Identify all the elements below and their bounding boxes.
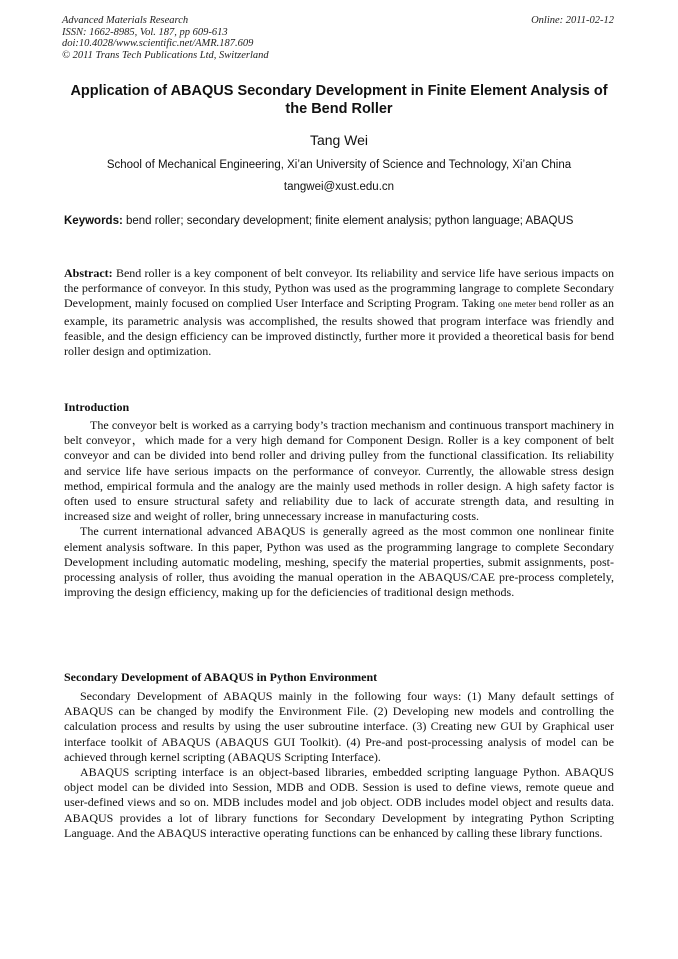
introduction-paragraph-1: The conveyor belt is worked as a carrying body’s traction mechanism and continuous transport machinery in belt conveyor，which made for a very high demand for Component Design. Roller is a key component of belt conveyor and can be divided into bend roller and driving pulley from the functional classification. Its reliability and service life have serious impacts on the performance of conveyor. Currently, the allowable stress design method, empirical formula and the analogy are the mainly used methods in roller design. A high safety factor is often used to ensure structural safety and reliability due to lack of accurate strength data, and resulting in increased size and weight of roller, bring unnecessary increase in manufacturing costs. (64, 418, 614, 524)
secondary-development-heading: Secondary Development of ABAQUS in Python Environment (64, 670, 378, 684)
author-affiliation: School of Mechanical Engineering, Xi’an University of Science and Technology, Xi’an China (106, 159, 572, 171)
introduction-paragraph-2: The current international advanced ABAQUS is generally agreed as the most common one nonlinear finite element analysis software. In this paper, Python was used as the programming langrage to complete Secondary Development including automatic modeling, meshing, specify the material properties, submit assignments, post-processing analysis of roller, thus avoiding the manual operation in the ABAQUS/CAE pre-process completely, improving the design efficiency, making up for the deficiencies of traditional design methods. (64, 524, 614, 600)
issn-line: ISSN: 1662-8985, Vol. 187, pp 609-613 (62, 26, 228, 38)
journal-metadata (62, 15, 269, 61)
abstract-text-small: one meter bend (498, 300, 558, 311)
abstract-text-a: Bend roller is a key component of belt conveyor. Its reliability and service life have serious impacts on the performance of conveyor. In this study, Python was used as the programming langrage to complete Secondary Development, mainly focused on complied User Interface and Scripting Program. Taking (64, 266, 614, 311)
journal-name: Advanced Materials Research (62, 15, 189, 26)
keywords-label: Keywords: (64, 215, 123, 227)
copyright-line: © 2011 Trans Tech Publications Ltd, Switzerland (62, 49, 269, 61)
introduction-heading: Introduction (64, 400, 130, 414)
secondary-paragraph-1: Secondary Development of ABAQUS mainly in the following four ways: (1) Many default settings of ABAQUS can be changed by modify the Environment File. (2) Developing new models and controlling the calculation process and results by using the user subroutine interface. (3) Creating new GUI by Graphical user interface toolkit of ABAQUS (ABAQUS GUI Toolkit). (4) Pre-and post-processing analysis of model can be achieved through kernel scripting (ABAQUS Scripting Interface). (64, 689, 614, 764)
secondary-development-body (64, 689, 614, 841)
keywords-text: bend roller; secondary development; finite element analysis; python language; ABAQUS (122, 215, 574, 227)
keywords (64, 214, 614, 229)
introduction-body (64, 418, 614, 600)
secondary-paragraph-2: ABAQUS scripting interface is an object-based libraries, embedded scripting language Python. ABAQUS object model can be divided into Session, MDB and ODB. Session is used to define views, remote queue and user-defined views and so on. MDB includes model and job object. ODB includes model object and results data. ABAQUS provides a lot of library functions for Secondary Development by integrating Python Scripting Language. And the ABAQUS interactive operating functions can be enhanced by calling these library functions. (64, 765, 614, 840)
author-name: Tang Wei (309, 132, 369, 148)
doi-line: doi:10.4028/www.scientific.net/AMR.187.609 (62, 38, 254, 49)
abstract-text-b: roller as an example, its parametric analysis was accomplished, the results showed that program interface was friendly and feasible, and the design efficiency can be improved distinctly, further more it provided a theoretical basis for bend roller design and optimization. (64, 296, 615, 359)
author-email: tangwei@xust.edu.cn (283, 181, 395, 193)
online-date: Online: 2011-02-12 (531, 15, 614, 26)
abstract-label: Abstract: (64, 266, 113, 280)
abstract (64, 266, 614, 359)
paper-title: Application of ABAQUS Secondary Development in Finite Element Analysis of the Bend Roller (70, 83, 608, 117)
